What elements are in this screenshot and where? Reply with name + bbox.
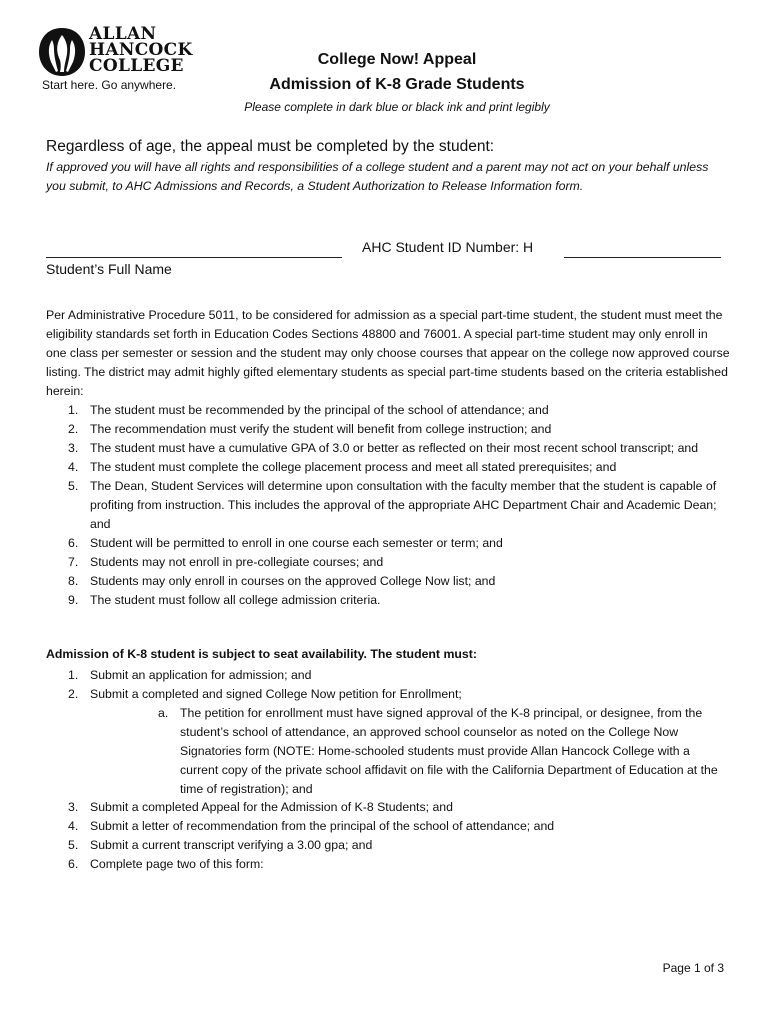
form-title: College Now! Appeal [317, 51, 477, 68]
list-item: 5. The Dean, Student Services will determine upon consultation with the faculty member that the student is capable of profiting from instruction. This includes the approval of the appropriate AHC Department Chair and Academic Dean; and [68, 479, 717, 531]
list-item: 6. Student will be permitted to enroll in one course each semester or term; and [68, 536, 503, 550]
list-item: 3. Submit a completed Appeal for the Admission of K-8 Students; and [68, 800, 453, 814]
admission-heading: Admission of K-8 student is subject to seat availability. The student must: [46, 647, 477, 661]
page-number: Page 1 of 3 [662, 961, 724, 975]
logo-word-allan: ALLAN [89, 24, 157, 44]
form-subtitle-heading: Admission of K-8 Grade Students [269, 76, 525, 93]
petition-sublist [90, 704, 730, 799]
student-id-label: AHC Student ID Number: H [362, 239, 534, 255]
intro-heading: Regardless of age, the appeal must be completed by the student: [46, 138, 495, 155]
intro-italic-paragraph: If approved you will have all rights and responsibilities of a college student and a parent may not act on your behalf unless you submit, to AHC Admissions and Records, a Student Authorization to Release Information form. [46, 160, 709, 193]
student-id-field[interactable] [564, 257, 721, 258]
list-item: 5. Submit a current transcript verifying a 3.00 gpa; and [68, 838, 373, 852]
logo-word-hancock: HANCOCK [89, 40, 193, 60]
student-name-label: Student’s Full Name [46, 261, 172, 277]
list-item: 9. The student must follow all college admission criteria. [68, 593, 381, 607]
list-item: 7. Students may not enroll in pre-collegiate courses; and [68, 555, 384, 569]
list-item: a. The petition for enrollment must have signed approval of the K-8 principal, or designee, from the student’s school of attendance, an approved school counselor as noted on the College Now Signatories form (NOTE: Home-schooled students must provide Allan Hancock College with a current copy of the private school affidavit on file with the California Department of Education at the time of registration); and [158, 706, 718, 796]
ink-instructions: Please complete in dark blue or black ink and print legibly [244, 100, 550, 114]
list-item: 2. The recommendation must verify the student will benefit from college instruction; and [68, 422, 552, 436]
admission-steps-list [46, 666, 730, 799]
list-item: 4. The student must complete the college placement process and meet all stated prerequisites; and [68, 460, 617, 474]
list-item: 6. Complete page two of this form: [68, 857, 264, 871]
logo-tagline: Start here. Go anywhere. [42, 78, 177, 92]
list-item: 2. Submit a completed and signed College Now petition for Enrollment; a. The petition for enrollment must have signed approval of the K-8 principal, or designee, from the student’s school of attendance, an approved school counselor as noted on the College Now Signatories form (NOTE: Home-schooled students must provide Allan Hancock College with a current copy of the private school affidavit on file with the California Department of Education at the time of registration); and [46, 685, 730, 799]
list-item: 8. Students may only enroll in courses on the approved College Now list; and [68, 574, 496, 588]
procedure-paragraph: Per Administrative Procedure 5011, to be considered for admission as a special part-time student, the student must meet the eligibility standards set forth in Education Codes Sections 48800 and 76001. A special part-time student may only enroll in one class per semester or session and the student may only choose courses that appear on the college now approved course listing. The district may admit highly gifted elementary students as special part-time students based on the criteria established herein: [46, 308, 730, 398]
list-item: 3. The student must have a cumulative GPA of 3.0 or better as reflected on their most recent school transcript; and [68, 441, 699, 455]
student-name-field[interactable] [46, 257, 342, 258]
admission-steps-list-continued [46, 798, 730, 874]
list-item: 1. The student must be recommended by the principal of the school of attendance; and [68, 403, 549, 417]
list-item: 4. Submit a letter of recommendation from the principal of the school of attendance; and [68, 819, 555, 833]
logo-word-college: COLLEGE [89, 56, 184, 76]
list-item: 1. Submit an application for admission; and [68, 668, 312, 682]
criteria-list [46, 401, 730, 610]
